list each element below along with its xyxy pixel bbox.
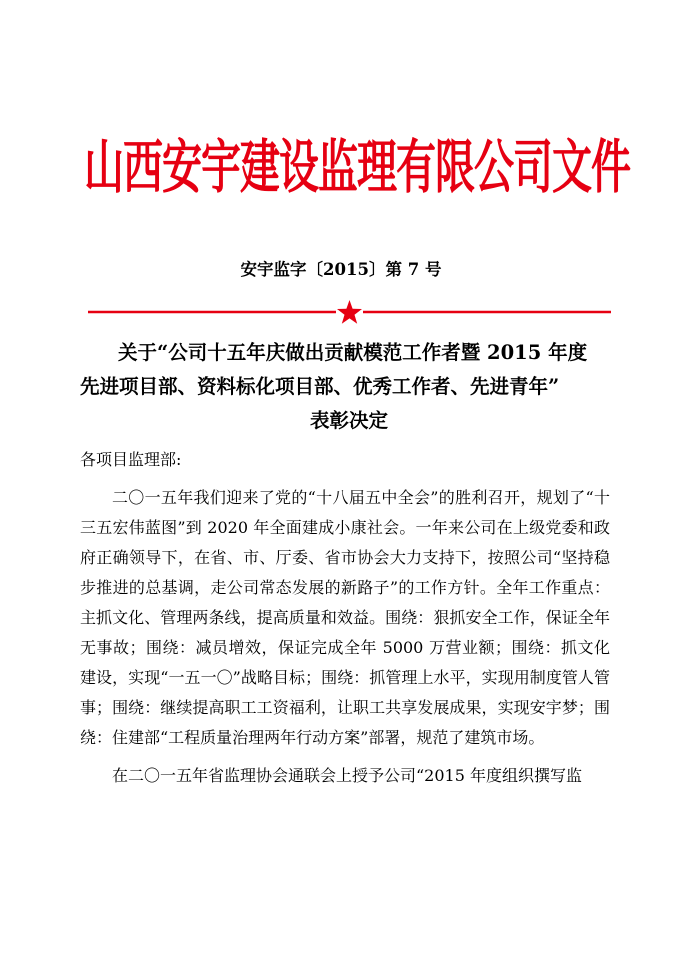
salutation: 各项目监理部: (80, 450, 182, 469)
org-title: 山西安宇建设监理有限公司文件 (84, 134, 630, 202)
document-number: 安宇监字〔2015〕第 7 号 (240, 260, 442, 279)
document-body (80, 445, 610, 791)
body-paragraph: 二〇一五年我们迎来了党的“十八届五中全会”的胜利召开，规划了“十三五宏伟蓝图”到 2020 年全面建成小康社会。一年来公司在上级党委和政府正确领导下，在省、市、厅委、省市协会大力支持下，按照公司“坚持稳步推进的总基调，走公司常态发展的新路子”的工作方针。全年工作重点：主抓文化、管理两条线，提高质量和效益。围绕：狠抓安全工作，保证全年无事故；围绕：减员增效，保证完成全年 5000 万营业额；围绕：抓文化建设，实现“一五一〇”战略目标；围绕：抓管理上水平，实现用制度管人管事；围绕：继续提高职工工资福利，让职工共享发展成果，实现安宇梦；围绕：住建部“工程质量治理两年行动方案”部署，规范了建筑市场。 (80, 488, 610, 747)
document-heading (80, 336, 618, 438)
heading-line: 关于“公司十五年庆做出贡献模范工作者暨 2015 年度 (118, 341, 588, 364)
star-icon (337, 300, 362, 324)
heading-line: 表彰决定 (309, 409, 388, 432)
body-paragraph: 在二〇一五年省监理协会通联会上授予公司“2015 年度组织撰写监 (112, 766, 582, 785)
heading-line: 先进项目部、资料标化项目部、优秀工作者、先进青年” (80, 375, 560, 398)
header-divider (88, 299, 611, 325)
